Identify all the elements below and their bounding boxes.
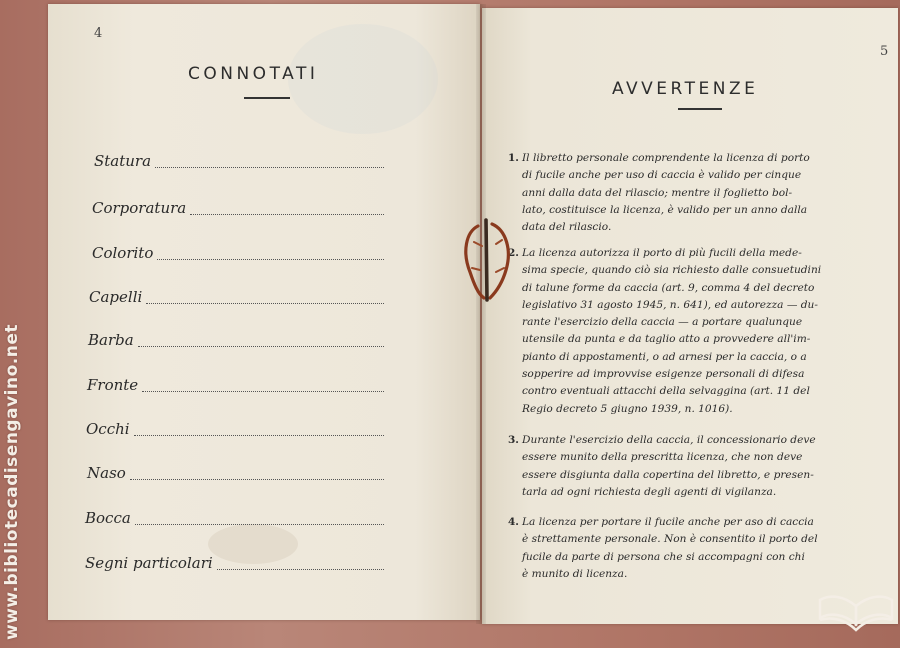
item-text-line: di talune forme da caccia (art. 9, comma 4 del decreto (522, 281, 815, 294)
book-gutter (476, 4, 486, 624)
field-label: Statura (94, 152, 152, 170)
field-row (0, 372, 432, 396)
item-text-line: di fucile anche per uso di caccia è valido per cinque (522, 169, 802, 182)
avvertenza-item (508, 150, 878, 236)
field-row (0, 550, 432, 574)
field-label: Colorito (92, 244, 154, 262)
item-text-line: tarla ad ogni richiesta degli agenti di vigilanza. (522, 485, 777, 498)
field-label: Fronte (87, 376, 139, 394)
item-text-line: è strettamente personale. Non è consentito il porto del (522, 533, 818, 546)
field-label: Naso (87, 464, 126, 482)
title-underline (678, 108, 722, 110)
item-text-line: lato, costituisce la licenza, è valido per un anno dalla (522, 203, 808, 216)
open-book-logo-icon (816, 588, 896, 636)
item-text-line: La licenza autorizza il porto di più fucili della mede- (522, 247, 802, 259)
item-number: 1. (508, 152, 519, 164)
field-label: Barba (88, 331, 134, 349)
field-row (0, 284, 432, 308)
field-row (0, 240, 432, 264)
field-dotted-line (135, 524, 384, 525)
field-row (0, 416, 432, 440)
item-text-line: anni dalla data del rilascio; mentre il foglietto bol- (522, 186, 793, 199)
field-row (0, 460, 432, 484)
field-dotted-line (157, 259, 384, 260)
item-text-line: utensile da punta e da taglio atto a provvedere all'im- (522, 333, 811, 346)
page-title-connotati: CONNOTATI (188, 64, 319, 84)
avvertenza-item (508, 245, 878, 418)
field-label: Segni particolari (85, 554, 213, 572)
page-number-left: 4 (94, 26, 103, 41)
item-text-line: essere munito della prescritta licenza, che non deve (522, 451, 803, 464)
item-text-line: essere disgiunta dalla copertina del libretto, e presen- (522, 468, 814, 481)
field-dotted-line (155, 167, 384, 168)
item-number: 2. (508, 247, 519, 259)
item-text-line: data del rilascio. (522, 221, 612, 234)
field-dotted-line (190, 214, 384, 215)
item-text-line: Durante l'esercizio della caccia, il concessionario deve (522, 434, 816, 446)
item-text-line: La licenza per portare il fucile anche per aso di caccia (522, 516, 814, 528)
field-row (0, 327, 432, 351)
page-number-right: 5 (880, 44, 889, 59)
field-row (0, 148, 432, 172)
item-number: 3. (508, 434, 519, 446)
field-dotted-line (130, 479, 384, 480)
item-text-line: rante l'esercizio della caccia — a portare qualunque (522, 316, 803, 329)
item-text-line: sima specie, quando ciò sia richiesto dalle consuetudini (522, 264, 822, 277)
field-dotted-line (146, 303, 384, 304)
field-dotted-line (217, 569, 384, 570)
field-dotted-line (138, 346, 384, 347)
field-row (0, 195, 432, 219)
item-text-line: Il libretto personale comprendente la licenza di porto (522, 152, 810, 164)
site-watermark: www.bibliotecadisengavino.net (2, 324, 22, 640)
title-underline (244, 97, 290, 99)
binding-stitch-icon (456, 212, 520, 308)
page-title-avvertenze: AVVERTENZE (612, 79, 759, 99)
item-number: 4. (508, 516, 519, 528)
item-text-line: legislativo 31 agosto 1945, n. 641), ed autorezza — du- (522, 298, 818, 311)
field-row (0, 505, 432, 529)
field-dotted-line (142, 391, 384, 392)
item-text-line: sopperire ad improvvise esigenze personali di difesa (522, 368, 805, 381)
avvertenza-item (508, 432, 878, 501)
avvertenza-item (508, 514, 878, 583)
item-text-line: pianto di appostamenti, o ad arnesi per la caccia, o a (522, 350, 807, 363)
item-text-line: contro eventuali attacchi della selvaggina (art. 11 del (522, 385, 810, 398)
field-label: Bocca (85, 509, 131, 527)
field-dotted-line (134, 435, 384, 436)
item-text-line: fucile da parte di persona che si accompagni con chi (522, 550, 805, 563)
item-text-line: è munito di licenza. (522, 567, 628, 580)
field-label: Capelli (89, 288, 143, 306)
field-label: Occhi (86, 420, 130, 438)
item-text-line: Regio decreto 5 giugno 1939, n. 1016). (522, 402, 733, 415)
field-label: Corporatura (92, 199, 187, 217)
